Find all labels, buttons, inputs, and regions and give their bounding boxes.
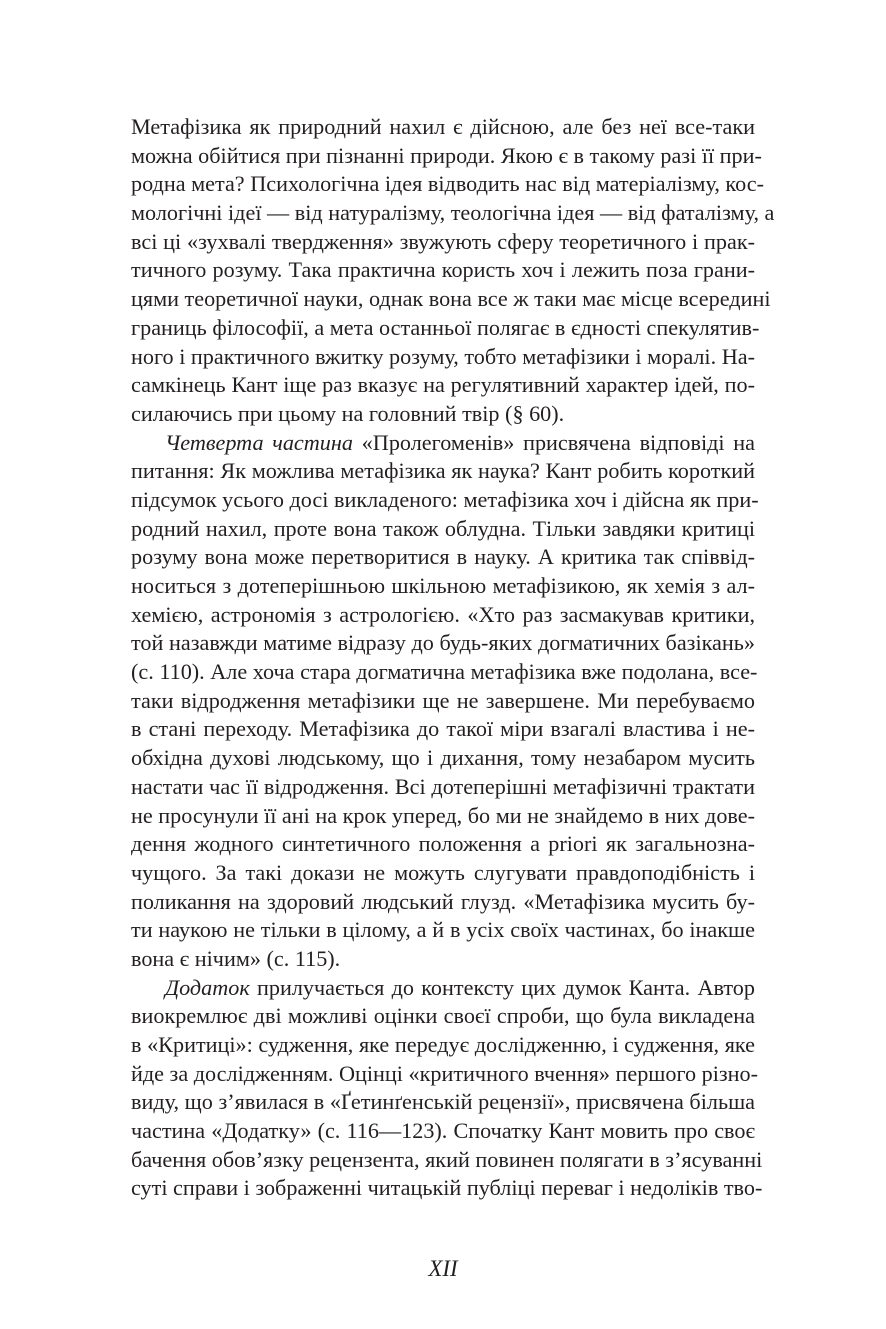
text-line: родний нахил, проте вона також облудна. Тільки завдяки критиці	[131, 515, 755, 541]
text-line: частина «Додатку» (с. 116—123). Спочатку Кант мовить про своє	[131, 1118, 755, 1144]
text-line: підсумок усього досі викладеного: метафізика хоч і дійсна як при-	[131, 486, 759, 512]
line-rest: «Пролегоменів» присвячена відповіді на	[353, 429, 756, 455]
text-line: самкінець Кант іще раз вказує на регулятивний характер ідей, по-	[131, 372, 755, 398]
text-line: хемією, астрономія з астрологією. «Хто раз засмакував критики,	[131, 601, 755, 627]
text-line: чущого. За такі докази не можуть слугувати правдоподібність і	[131, 859, 755, 885]
text-line: вона є нічим» (с. 115).	[131, 945, 341, 971]
text-line: таки відродження метафізики ще не завершене. Ми перебуваємо	[131, 687, 755, 713]
text-line: мологічні ідеї — від натуралізму, теологічна ідея — від фаталізму, а	[131, 200, 775, 226]
text-line: дення жодного синтетичного положення a priori як загальнозна-	[131, 831, 755, 857]
paragraph-first-line	[131, 429, 755, 458]
text-line: ти наукою не тільки в цілому, а й в усіх своїх частинах, бо інакше	[131, 917, 755, 943]
text-line: силаючись при цьому на головний твір (§ 60).	[131, 400, 565, 426]
text-line: поликання на здоровий людський глузд. «Метафізика мусить бу-	[131, 888, 755, 914]
text-line: ного і практичного вжитку розуму, тобто метафізики і моралі. На-	[131, 343, 755, 369]
italic-lead: Четверта частина	[165, 429, 353, 455]
text-line: настати час її відродження. Всі дотеперішні метафізичні трактати	[131, 773, 755, 799]
body-text	[131, 113, 775, 1203]
text-line: всі ці «зухвалі твердження» звужують сферу теоретичного і прак-	[131, 228, 755, 254]
text-line: не просунули її ані на крок уперед, бо ми не знайдемо в них дове-	[131, 802, 755, 828]
text-line: виду, що з’явилася в «Ґетинґенській рецензії», присвячена більша	[131, 1089, 755, 1115]
text-line: носиться з дотеперішньою шкільною метафізикою, як хемія з ал-	[131, 573, 755, 598]
text-line: той назавжди матиме відразу до будь-яких догматичних базікань»	[131, 630, 755, 656]
paragraph-first-line	[131, 974, 755, 1003]
line-rest: прилучається до контексту цих думок Канта. Автор	[249, 974, 755, 1000]
text-line: виокремлює дві можливі оцінки своєї спроби, що була викладена	[131, 1003, 755, 1029]
text-line: в стані переходу. Метафізика до такої міри взагалі властива і не-	[131, 716, 755, 742]
page-number: XII	[428, 1256, 458, 1281]
text-line: можна обійтися при пізнанні природи. Якою є в такому разі її при-	[131, 142, 762, 168]
text-line: родна мета? Психологічна ідея відводить нас від матеріалізму, кос-	[131, 171, 764, 197]
text-line: границь філософії, а мета останньої полягає в єдності спекулятив-	[131, 314, 760, 340]
text-line: тичного розуму. Така практична користь хоч і лежить поза грани-	[131, 257, 755, 283]
text-line: (с. 110). Але хоча стара догматична метафізика вже подолана, все-	[131, 659, 758, 685]
italic-lead: Додаток	[165, 974, 250, 1000]
text-line: суті справи і зображенні читацькій публіці переваг і недоліків тво-	[131, 1175, 763, 1201]
text-line: Метафізика як природний нахил є дійсною, але без неї все-таки	[131, 114, 755, 139]
text-line: обхідна духові людському, що і дихання, тому незабаром мусить	[131, 745, 755, 771]
text-line: цями теоретичної науки, однак вона все ж таки має місце всередині	[131, 286, 771, 312]
text-line: йде за дослідженням. Оцінці «критичного вчення» першого різно-	[131, 1060, 759, 1086]
text-line: розуму вона може перетворитися в науку. А критика так співвід-	[131, 544, 755, 570]
text-line: в «Критиці»: судження, яке передує дослідженню, і судження, яке	[131, 1032, 755, 1057]
text-line: бачення обов’язку рецензента, який повинен полягати в з’ясуванні	[131, 1146, 763, 1172]
text-line: питання: Як можлива метафізика як наука? Кант робить короткий	[131, 458, 755, 484]
